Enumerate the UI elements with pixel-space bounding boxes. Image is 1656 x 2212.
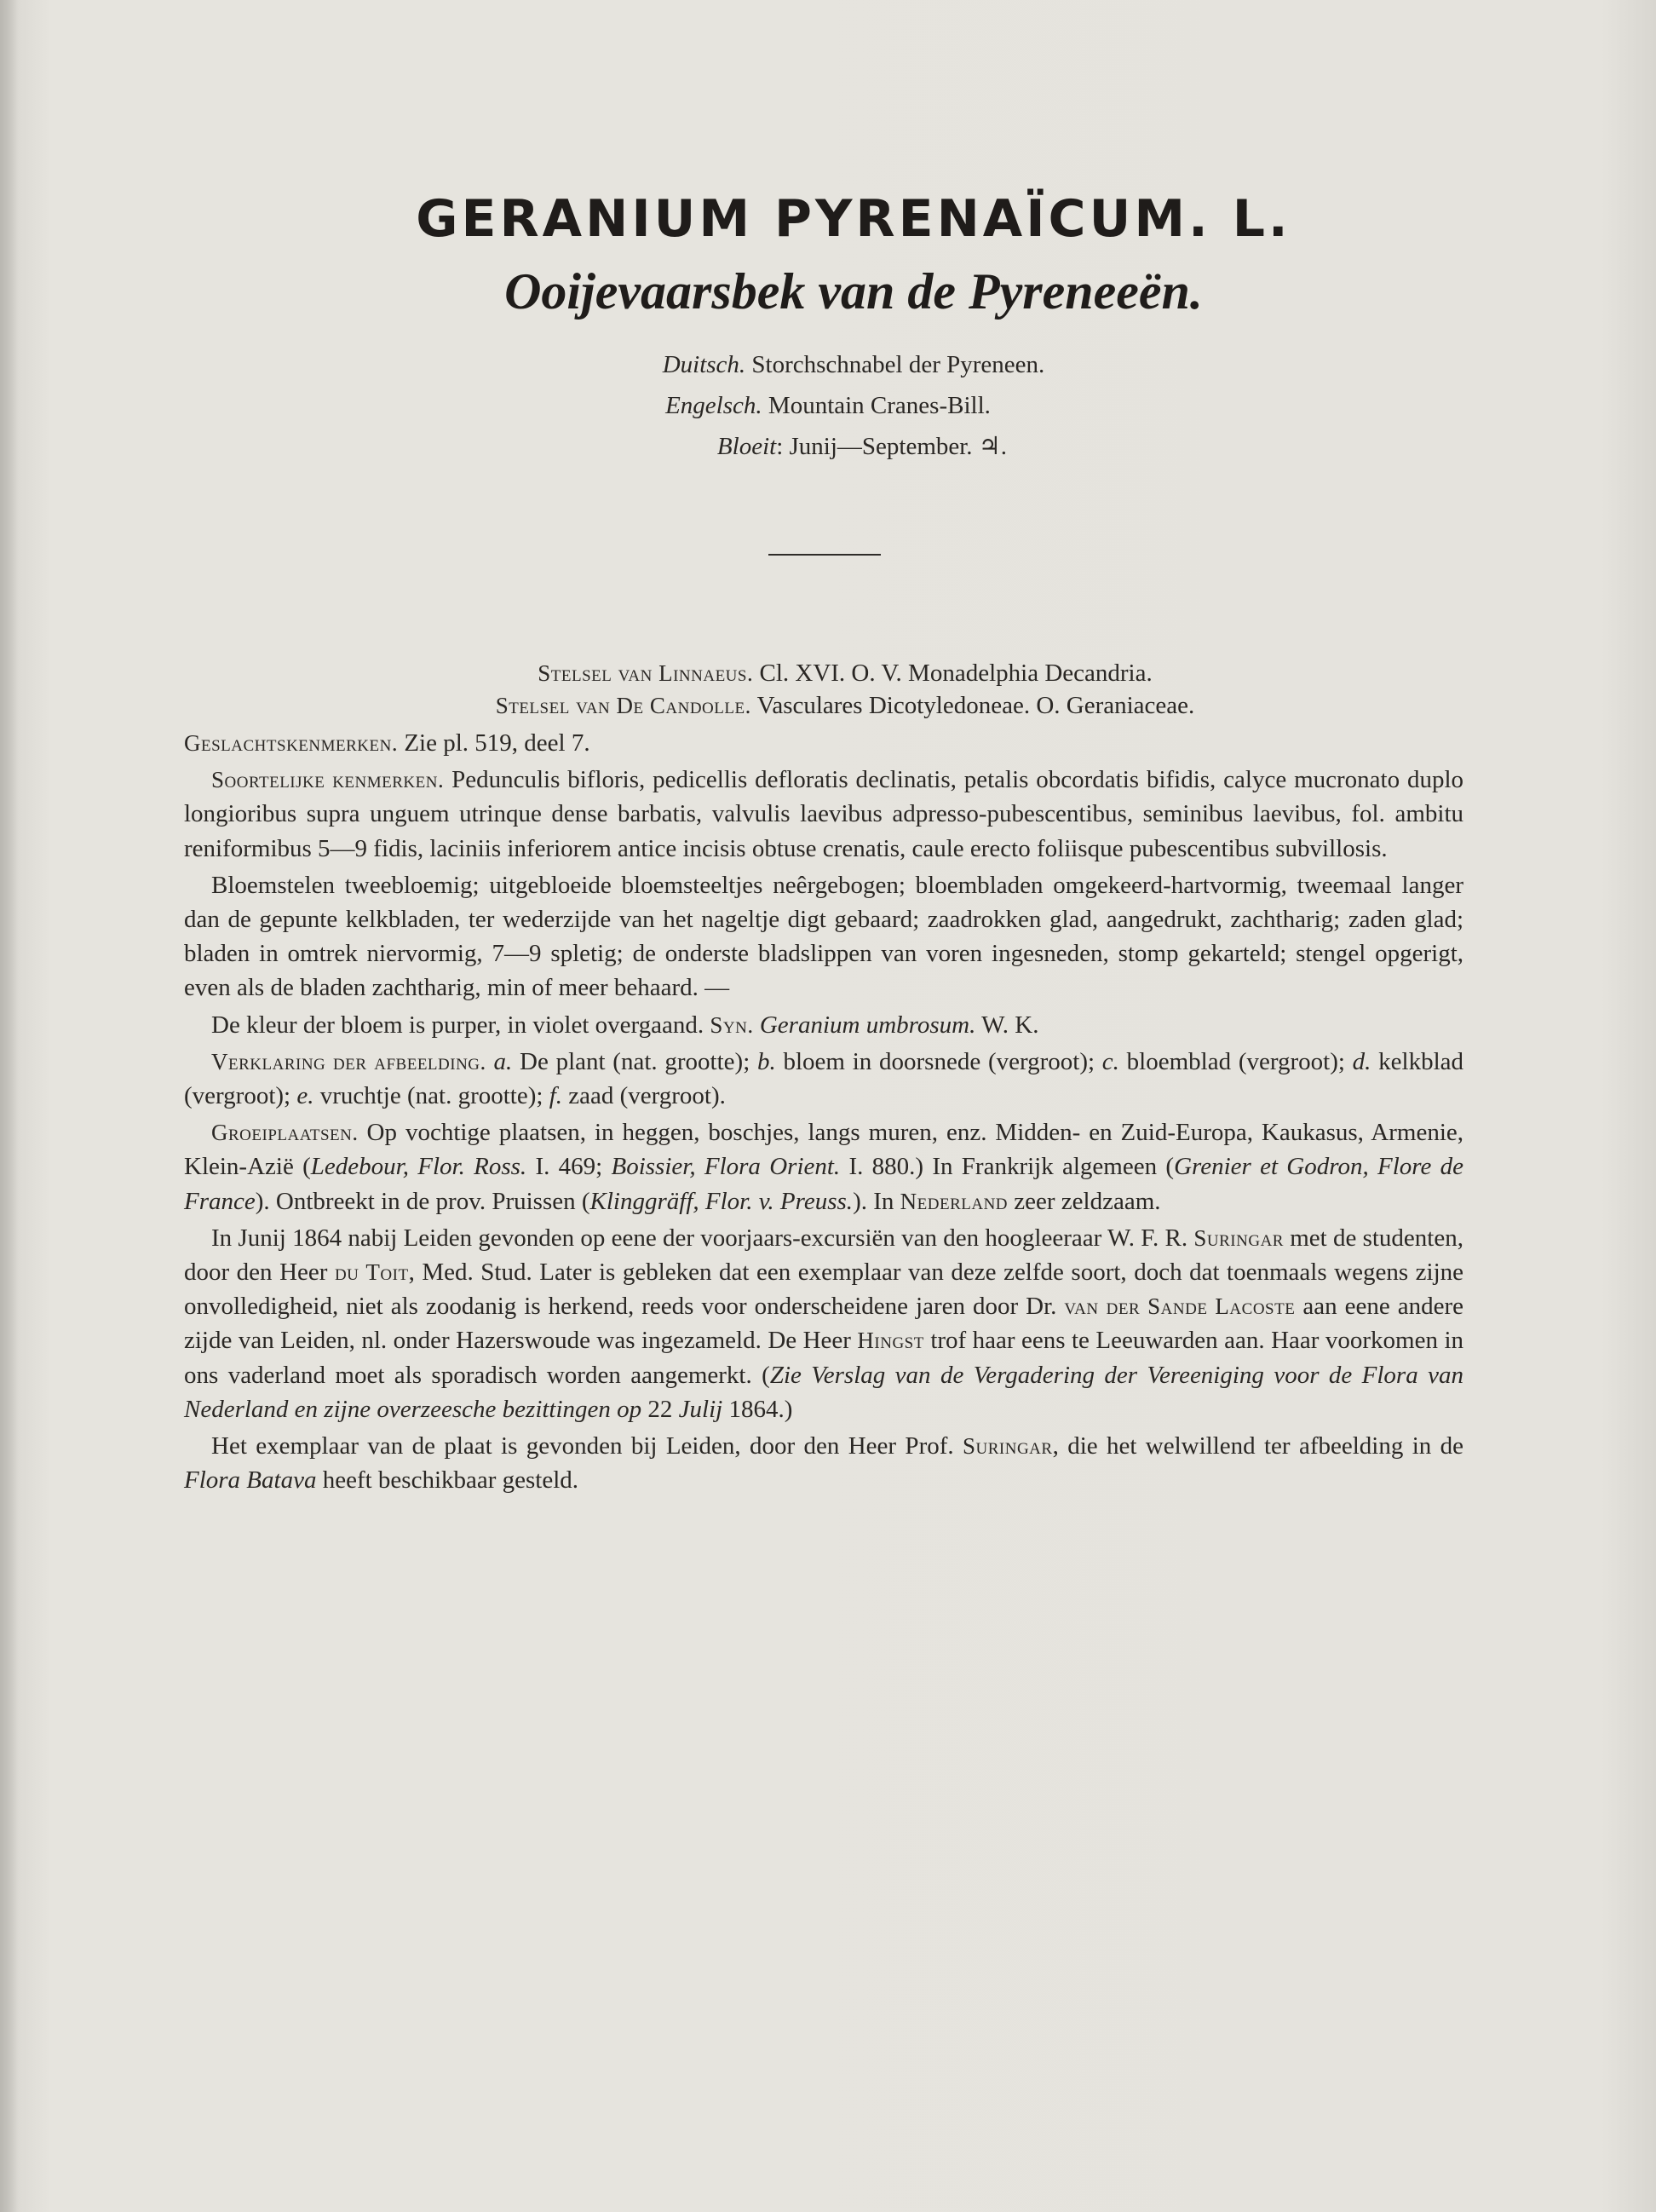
specimen-text-1: Het exemplaar van de plaat is gevonden bij Leiden, door den Heer Prof.	[211, 1432, 963, 1460]
figure-b-letter: b.	[757, 1047, 776, 1075]
linnaeus-value: Cl. XVI. O. V. Monadelphia Decandria.	[759, 660, 1153, 687]
discovery-text-1: In Junij 1864 nabij Leiden gevonden op eene der voorjaars-excursiën van den hoogleeraar W. F. R.	[211, 1224, 1194, 1252]
specimen-text-2: , die het welwillend ter afbeelding in de	[1052, 1432, 1463, 1460]
genus-characters-paragraph	[184, 726, 1463, 760]
flower-colour-paragraph	[184, 1008, 1463, 1042]
linnaeus-system-line	[17, 660, 1656, 688]
common-names-block	[26, 344, 1656, 467]
gutter-shadow	[0, 0, 19, 2212]
plate-explanation-paragraph	[184, 1045, 1463, 1113]
flowering-line	[43, 426, 1656, 467]
habitats-text-5: ). In	[853, 1187, 900, 1215]
discovery-text-2: met de studenten, door den Heer	[184, 1224, 1463, 1287]
synonym-author: W. K.	[975, 1011, 1039, 1039]
discovery-text-5: trof haar eens te Leeuwarden aan. Haar voorkomen in ons vaderland moet als sporadisch worden aangemerkt. (	[184, 1327, 1463, 1389]
page-title: GERANIUM PYRENAÏCUM. L.	[416, 189, 1291, 249]
discovery-name-2: du Toit	[334, 1259, 409, 1286]
habitats-text-4: ). Ontbreekt in de prov. Pruissen (	[255, 1187, 590, 1215]
dutch-description-paragraph: Bloemstelen tweebloemig; uitgebloeide bloemsteeltjes neêrgebogen; bloembladen omgekeerd-hartvormig, tweemaal langer dan de gepunte kelkbladen, ter wederzijde van het nageltje digt gebaard; zaadrokken glad, aangedrukt, zachtharig; zaden glad; bladen in omtrek niervormig, 7—9 spletig; de onderste bladslippen van voren ingesneden, stomp gekarteld; stengel opgerigt, even als de bladen zachtharig, min of meer behaard. —	[184, 871, 1463, 1002]
divider-rule	[768, 554, 881, 556]
flower-colour-text: De kleur der bloem is purper, in violet overgaand.	[211, 1011, 710, 1039]
species-characters-paragraph	[184, 763, 1463, 866]
figure-d-letter: d.	[1352, 1047, 1371, 1075]
figure-c-text: bloemblad (vergroot);	[1118, 1047, 1353, 1075]
page-subtitle: Ooijevaarsbek van de Pyreneeën.	[504, 263, 1203, 320]
discovery-paragraph	[184, 1221, 1463, 1426]
habitats-label: Groeiplaatsen.	[211, 1120, 359, 1146]
figure-a-letter: a.	[486, 1047, 513, 1075]
habitats-ref-1: Ledebour, Flor. Ross.	[310, 1153, 527, 1181]
specimen-work: Flora Batava	[184, 1466, 317, 1495]
discovery-text-3: , Med. Stud. Later is gebleken dat een exemplaar van deze zelfde soort, doch dat toenmaals wegens zijne onvolledigheid, niet als zoodanig is herkend, reeds voor onderscheidene jaren door Dr.	[184, 1259, 1463, 1321]
discovery-text-7: 1864.)	[722, 1395, 793, 1423]
english-label: Engelsch.	[665, 392, 762, 419]
species-characters-text: Pedunculis bifloris, pedicellis defloratis declinatis, petalis obcordatis bifidis, calyce mucronato duplo longioribus supra unguem utrinque dense barbatis, valvulis laevibus adpresso-pubescentibus, seminibus laevibus, fol. ambitu reniformibus 5—9 fidis, laciniis inferiorem antice incisis obtuse crenatis, caule erecto foliisque pubescentibus subvillosis.	[184, 766, 1463, 862]
habitats-ref-3: Grenier et Godron, Flore de France	[184, 1153, 1463, 1215]
german-label: Duitsch.	[662, 351, 746, 378]
synonym-name: Geranium umbrosum.	[759, 1011, 976, 1039]
habitats-text-2: I. 469;	[526, 1153, 612, 1181]
figure-f-text: zaad (vergroot).	[562, 1082, 726, 1110]
figure-b-text: bloem in doorsnede (vergroot);	[775, 1047, 1102, 1075]
discovery-text-6: 22	[641, 1395, 679, 1423]
discovery-name-4: Hingst	[857, 1328, 924, 1354]
description-body	[184, 726, 1463, 1500]
plate-explanation-label: Verklaring der afbeelding.	[211, 1048, 486, 1074]
habitats-ref-2: Boissier, Flora Orient.	[611, 1153, 841, 1181]
linnaeus-label: Stelsel van Linnaeus.	[538, 660, 754, 686]
candolle-value: Vasculares Dicotyledoneae. O. Geraniaceae.	[756, 692, 1195, 719]
figure-a-text: De plant (nat. grootte);	[512, 1047, 757, 1075]
figure-d-text: kelkblad (vergroot);	[184, 1047, 1464, 1110]
discovery-text-4: aan eene andere zijde van Leiden, nl. onder Hazerswoude was ingezameld. De Heer	[184, 1293, 1463, 1355]
figure-e-letter: e.	[296, 1082, 314, 1110]
genus-characters-text: Zie pl. 519, deel 7.	[398, 729, 590, 757]
english-name-line	[0, 385, 1656, 426]
discovery-ref-1: Zie Verslag van de Vergadering der Vereeniging voor de Flora van Nederland en zijne overzeesche bezittingen op	[184, 1361, 1463, 1423]
habitats-text-1: Op vochtige plaatsen, in heggen, boschjes, langs muren, enz. Midden- en Zuid-Europa, Kaukasus, Armenie, Klein-Azië (	[184, 1119, 1463, 1181]
habitats-text-6: zeer zeldzaam.	[1008, 1187, 1161, 1215]
german-name-line	[26, 344, 1656, 385]
specimen-name: Suringar	[963, 1433, 1053, 1460]
synonym-label: Syn.	[710, 1011, 754, 1038]
specimen-paragraph	[184, 1429, 1463, 1497]
figure-c-letter: c.	[1101, 1047, 1119, 1075]
german-name: Storchschnabel der Pyreneen.	[751, 351, 1045, 378]
specimen-text-3: heeft beschikbaar gesteld.	[316, 1466, 579, 1495]
figure-f-letter: f.	[549, 1082, 562, 1110]
candolle-label: Stelsel van De Candolle.	[495, 693, 751, 718]
figure-e-text: vruchtje (nat. grootte);	[313, 1082, 549, 1110]
genus-characters-label: Geslachtskenmerken.	[184, 730, 399, 756]
habitats-ref-4: Klinggräff, Flor. v. Preuss.	[589, 1187, 854, 1215]
habitats-country: Nederland	[900, 1188, 1009, 1214]
habitats-paragraph	[184, 1115, 1463, 1218]
habitats-text-3: I. 880.) In Frankrijk algemeen (	[840, 1153, 1175, 1181]
species-characters-label: Soortelijke kenmerken.	[211, 767, 445, 793]
discovery-ref-2: Julij	[678, 1395, 723, 1423]
discovery-name-1: Suringar	[1193, 1224, 1284, 1251]
english-name: Mountain Cranes-Bill.	[768, 392, 991, 419]
flowering-label: Bloeit	[716, 433, 777, 460]
discovery-name-3: van der Sande Lacoste	[1064, 1293, 1296, 1320]
candolle-system-line	[17, 692, 1656, 720]
flowering-value: : Junij—September. ♃.	[776, 433, 1008, 460]
